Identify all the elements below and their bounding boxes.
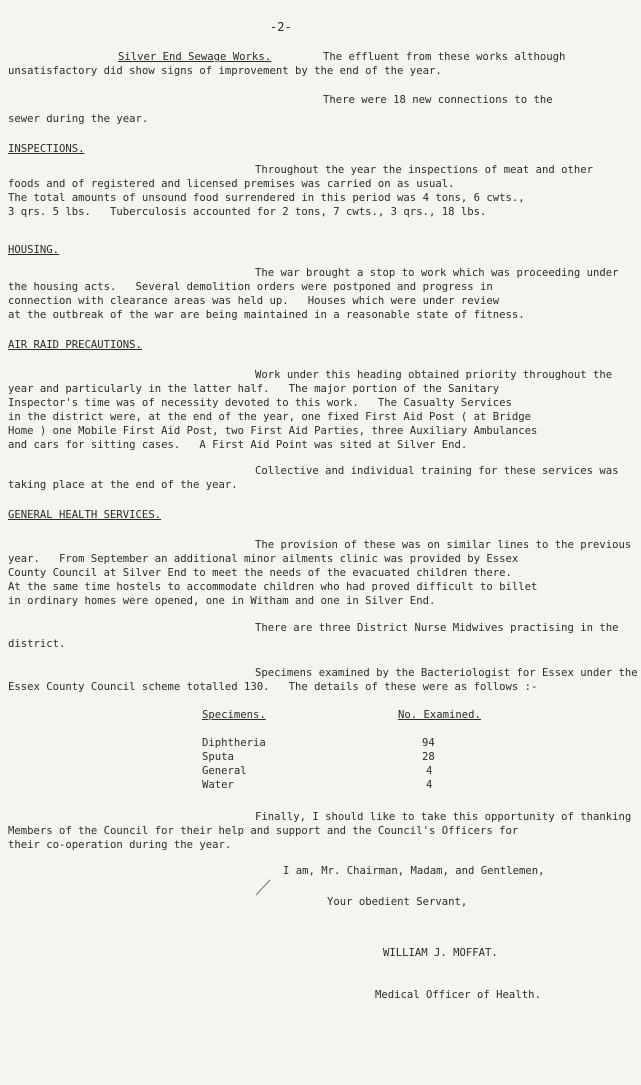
- table-row-name: Diphtheria: [202, 737, 266, 749]
- general-line3: County Council at Silver End to meet the needs of the evacuated children there.: [8, 567, 512, 579]
- housing-line4: at the outbreak of the war are being maintained in a reasonable state of fitness.: [8, 309, 525, 321]
- examined-header: No. Examined.: [398, 709, 481, 721]
- closing-line1: Finally, I should like to take this opportunity of thanking: [255, 811, 632, 823]
- table-row-count: 4: [426, 779, 433, 791]
- housing-heading: HOUSING.: [8, 244, 60, 256]
- housing-line2: the housing acts. Several demolition orders were postponed and progress in: [8, 281, 493, 293]
- housing-line1: The war brought a stop to work which was proceeding under: [255, 267, 619, 279]
- closing-line2: Members of the Council for their help and support and the Council's Officers for: [8, 825, 519, 837]
- sewage-line3: There were 18 new connections to the: [323, 94, 553, 106]
- closing-line3: their co-operation during the year.: [8, 839, 232, 851]
- specimens-header: Specimens.: [202, 709, 266, 721]
- inspections-line3: The total amounts of unsound food surrendered in this period was 4 tons, 6 cwts.,: [8, 192, 525, 204]
- air-raid-heading: AIR RAID PRECAUTIONS.: [8, 339, 142, 351]
- general-line1: The provision of these was on similar lines to the previous: [255, 539, 632, 551]
- pen-mark: [253, 876, 275, 898]
- air-raid-line5: Home ) one Mobile First Aid Post, two First Aid Parties, three Auxiliary Ambulances: [8, 425, 538, 437]
- general-line5: in ordinary homes were opened, one in Witham and one in Silver End.: [8, 595, 436, 607]
- air-raid-line4: in the district were, at the end of the year, one fixed First Aid Post ( at Bridge: [8, 411, 531, 423]
- inspections-line2: foods and of registered and licensed premises was carried on as usual.: [8, 178, 455, 190]
- salutation: I am, Mr. Chairman, Madam, and Gentlemen,: [283, 865, 545, 877]
- air-raid-line8: taking place at the end of the year.: [8, 479, 238, 491]
- air-raid-line3: Inspector's time was of necessity devoted to this work. The Casualty Services: [8, 397, 512, 409]
- signatory-title: Medical Officer of Health.: [375, 989, 541, 1001]
- sewage-line4: sewer during the year.: [8, 113, 149, 125]
- inspections-line4: 3 qrs. 5 lbs. Tuberculosis accounted for 2 tons, 7 cwts., 3 qrs., 18 lbs.: [8, 206, 487, 218]
- general-line6: There are three District Nurse Midwives practising in the: [255, 622, 619, 634]
- signatory-name: WILLIAM J. MOFFAT.: [383, 947, 498, 959]
- general-line8: Specimens examined by the Bacteriologist for Essex under the: [255, 667, 638, 679]
- sewage-line1: The effluent from these works although: [323, 51, 566, 63]
- sewage-heading: Silver End Sewage Works.: [118, 51, 272, 63]
- inspections-heading: INSPECTIONS.: [8, 143, 85, 155]
- air-raid-line7: Collective and individual training for these services was: [255, 465, 619, 477]
- sewage-line2: unsatisfactory did show signs of improvement by the end of the year.: [8, 65, 442, 77]
- general-line4: At the same time hostels to accommodate children who had proved difficult to billet: [8, 581, 538, 593]
- general-heading: GENERAL HEALTH SERVICES.: [8, 509, 162, 521]
- table-row-name: Water: [202, 779, 234, 791]
- general-line2: year. From September an additional minor ailments clinic was provided by Essex: [8, 553, 519, 565]
- table-row-count: 94: [422, 737, 435, 749]
- inspections-line1: Throughout the year the inspections of meat and other: [255, 164, 594, 176]
- table-row-name: General: [202, 765, 247, 777]
- air-raid-line6: and cars for sitting cases. A First Aid Point was sited at Silver End.: [8, 439, 468, 451]
- table-row-name: Sputa: [202, 751, 234, 763]
- general-line7: district.: [8, 638, 66, 650]
- page-number: -2-: [270, 20, 292, 34]
- air-raid-line1: Work under this heading obtained priority throughout the: [255, 369, 613, 381]
- air-raid-line2: year and particularly in the latter half. The major portion of the Sanitary: [8, 383, 500, 395]
- housing-line3: connection with clearance areas was held up. Houses which were under review: [8, 295, 500, 307]
- table-row-count: 4: [426, 765, 433, 777]
- sign-off: Your obedient Servant,: [327, 896, 468, 908]
- table-row-count: 28: [422, 751, 435, 763]
- general-line9: Essex County Council scheme totalled 130. The details of these were as follows :-: [8, 681, 538, 693]
